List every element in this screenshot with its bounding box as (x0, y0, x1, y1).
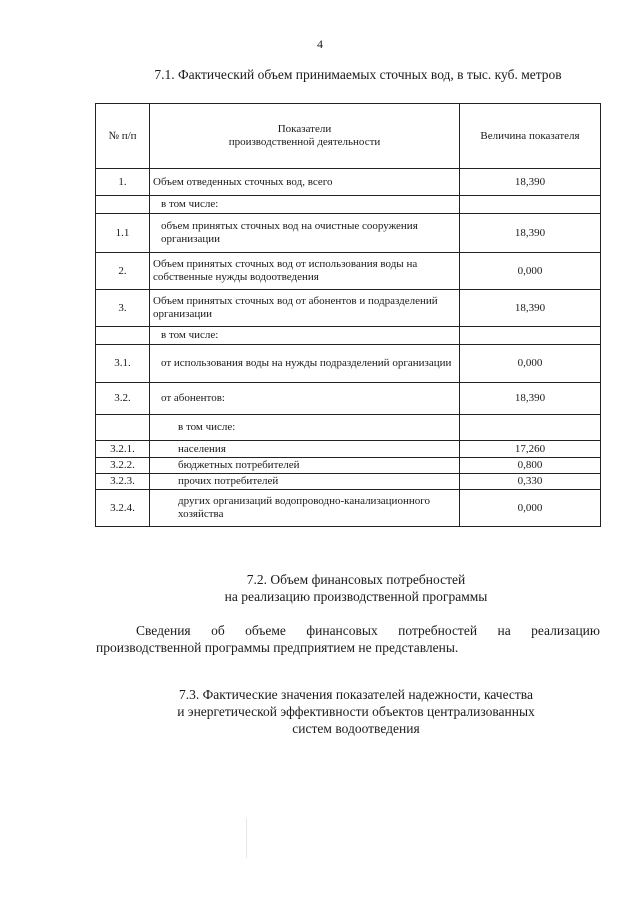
table-row (96, 458, 601, 474)
table-row (96, 196, 601, 214)
table-row (96, 290, 601, 327)
table-row (96, 490, 601, 527)
row-number: 3.2.3. (96, 474, 150, 490)
row-value: 0,800 (460, 458, 601, 474)
header-indicator (150, 104, 460, 169)
page-number: 4 (317, 37, 323, 51)
section-7-3-title-line3: систем водоотведения (292, 721, 420, 736)
row-number (96, 327, 150, 345)
table-row (96, 383, 601, 415)
section-7-2-title-line2: на реализацию производственной программы (224, 589, 488, 604)
row-number: 3.2. (96, 383, 150, 415)
row-number: 3. (96, 290, 150, 327)
table-row (96, 345, 601, 383)
row-value: 0,330 (460, 474, 601, 490)
row-indicator: бюджетных потребителей (150, 458, 460, 474)
row-number: 3.1. (96, 345, 150, 383)
row-number: 3.2.1. (96, 441, 150, 458)
table-row (96, 327, 601, 345)
table-body (96, 169, 601, 527)
row-indicator: Объем принятых сточных вод от абонентов и подразделений организации (150, 290, 460, 327)
row-indicator: Объем принятых сточных вод от использования воды на собственные нужды водоотведения (150, 253, 460, 290)
section-7-3-title (96, 686, 616, 737)
wastewater-volume-table (95, 103, 601, 527)
row-value (460, 196, 601, 214)
header-indicator-line2: производственной деятельности (228, 136, 381, 148)
row-indicator: прочих потребителей (150, 474, 460, 490)
row-indicator: от абонентов: (150, 383, 460, 415)
row-indicator: от использования воды на нужды подразделений организации (150, 345, 460, 383)
row-indicator: объем принятых сточных вод на очистные сооружения организации (150, 214, 460, 253)
table-row (96, 169, 601, 196)
row-number: 3.2.2. (96, 458, 150, 474)
row-indicator: других организаций водопроводно-канализационного хозяйства (150, 490, 460, 527)
row-number (96, 196, 150, 214)
table-row (96, 474, 601, 490)
scan-artifact-line (246, 818, 247, 858)
table-row (96, 214, 601, 253)
section-7-2-body: Сведения об объеме финансовых потребностей на реализацию производственной программы предприятием не представлены. (96, 623, 600, 655)
row-value (460, 327, 601, 345)
row-number: 1.1 (96, 214, 150, 253)
section-7-2-title (96, 571, 616, 605)
row-value: 18,390 (460, 214, 601, 253)
row-number: 1. (96, 169, 150, 196)
row-value: 17,260 (460, 441, 601, 458)
header-indicator-line1: Показатели (277, 123, 332, 135)
row-value: 0,000 (460, 490, 601, 527)
table-row (96, 415, 601, 441)
table-row (96, 441, 601, 458)
row-indicator: в том числе: (150, 415, 460, 441)
header-value: Величина показателя (460, 104, 601, 169)
row-indicator: в том числе: (150, 196, 460, 214)
row-indicator: Объем отведенных сточных вод, всего (150, 169, 460, 196)
row-value: 0,000 (460, 345, 601, 383)
row-number (96, 415, 150, 441)
row-indicator: населения (150, 441, 460, 458)
row-value: 18,390 (460, 383, 601, 415)
header-number: № п/п (96, 104, 150, 169)
row-value: 0,000 (460, 253, 601, 290)
row-value: 18,390 (460, 290, 601, 327)
row-number: 3.2.4. (96, 490, 150, 527)
section-7-2-title-line1: 7.2. Объем финансовых потребностей (246, 572, 466, 587)
section-7-3-title-line2: и энергетической эффективности объектов централизованных (177, 704, 535, 719)
section-7-3-title-line1: 7.3. Фактические значения показателей надежности, качества (179, 687, 533, 702)
row-number: 2. (96, 253, 150, 290)
table-row (96, 253, 601, 290)
row-value (460, 415, 601, 441)
table-header-row (96, 104, 601, 169)
row-value: 18,390 (460, 169, 601, 196)
row-indicator: в том числе: (150, 327, 460, 345)
section-7-1-title: 7.1. Фактический объем принимаемых сточных вод, в тыс. куб. метров (154, 67, 562, 82)
